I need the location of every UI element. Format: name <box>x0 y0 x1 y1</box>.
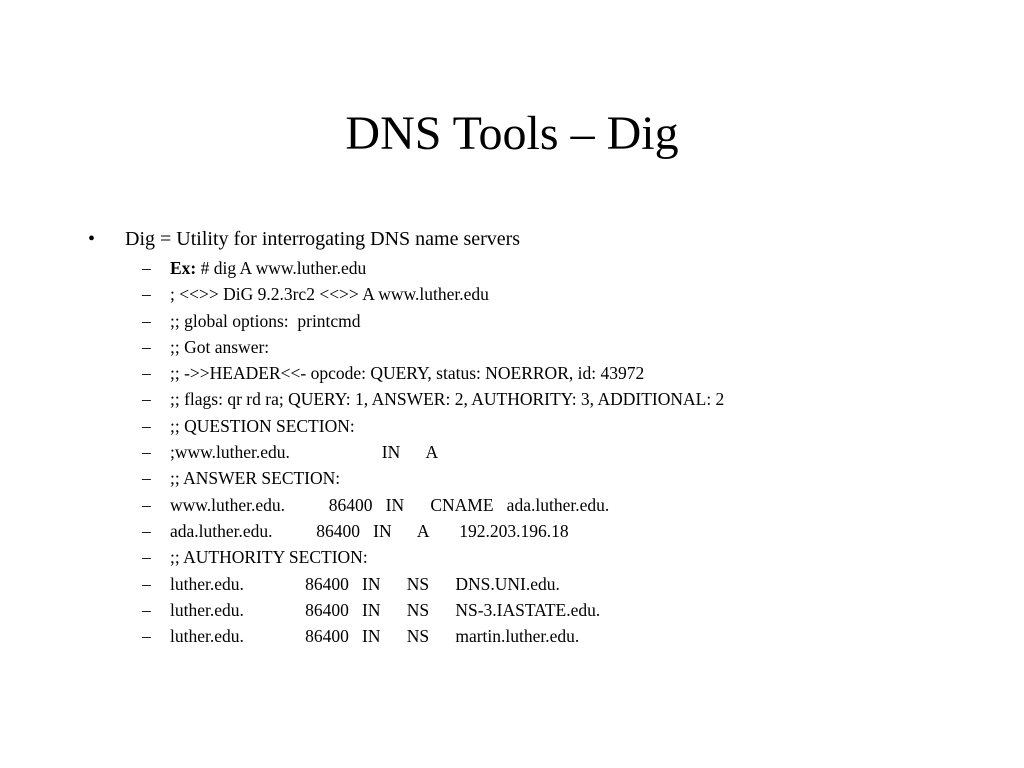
output-line: ;www.luther.edu. IN A <box>170 442 439 463</box>
dash-marker: – <box>142 258 151 278</box>
example-line <box>170 255 366 281</box>
dash-marker: – <box>142 310 151 331</box>
output-line: ;; ->>HEADER<<- opcode: QUERY, status: NOERROR, id: 43972 <box>170 363 645 384</box>
output-line: luther.edu. 86400 IN NS NS-3.IASTATE.edu. <box>170 599 601 620</box>
dash-marker: – <box>142 442 151 463</box>
dash-marker: – <box>142 520 151 541</box>
output-line: ;; global options: printcmd <box>170 310 361 331</box>
output-line: ;; QUESTION SECTION: <box>170 415 355 436</box>
example-command: # dig A www.luther.edu <box>196 258 367 278</box>
dash-marker: – <box>142 599 151 620</box>
dash-marker: – <box>142 573 151 594</box>
dash-marker: – <box>142 336 151 357</box>
dash-marker: – <box>142 626 151 647</box>
output-line: ada.luther.edu. 86400 IN A 192.203.196.18 <box>170 520 569 541</box>
dash-marker: – <box>142 389 151 410</box>
output-line: luther.edu. 86400 IN NS martin.luther.edu. <box>170 626 580 647</box>
main-bullet-text: Dig = Utility for interrogating DNS name servers <box>125 228 521 250</box>
dash-marker: – <box>142 363 151 384</box>
dash-marker: – <box>142 494 151 515</box>
example-label: Ex: <box>170 258 197 278</box>
output-line: ; <<>> DiG 9.2.3rc2 <<>> A www.luther.edu <box>170 284 489 305</box>
output-line: ;; AUTHORITY SECTION: <box>170 547 368 568</box>
dash-marker: – <box>142 284 151 305</box>
output-line: ;; Got answer: <box>170 336 270 357</box>
slide-title: DNS Tools – Dig <box>345 107 679 160</box>
output-line: ;; ANSWER SECTION: <box>170 468 341 489</box>
bullet-marker: • <box>88 228 96 250</box>
output-line: luther.edu. 86400 IN NS DNS.UNI.edu. <box>170 573 560 594</box>
dash-marker: – <box>142 547 151 568</box>
dash-marker: – <box>142 415 151 436</box>
output-line: ;; flags: qr rd ra; QUERY: 1, ANSWER: 2, AUTHORITY: 3, ADDITIONAL: 2 <box>170 389 725 410</box>
output-line: www.luther.edu. 86400 IN CNAME ada.luther.edu. <box>170 494 610 515</box>
dash-marker: – <box>142 468 151 489</box>
